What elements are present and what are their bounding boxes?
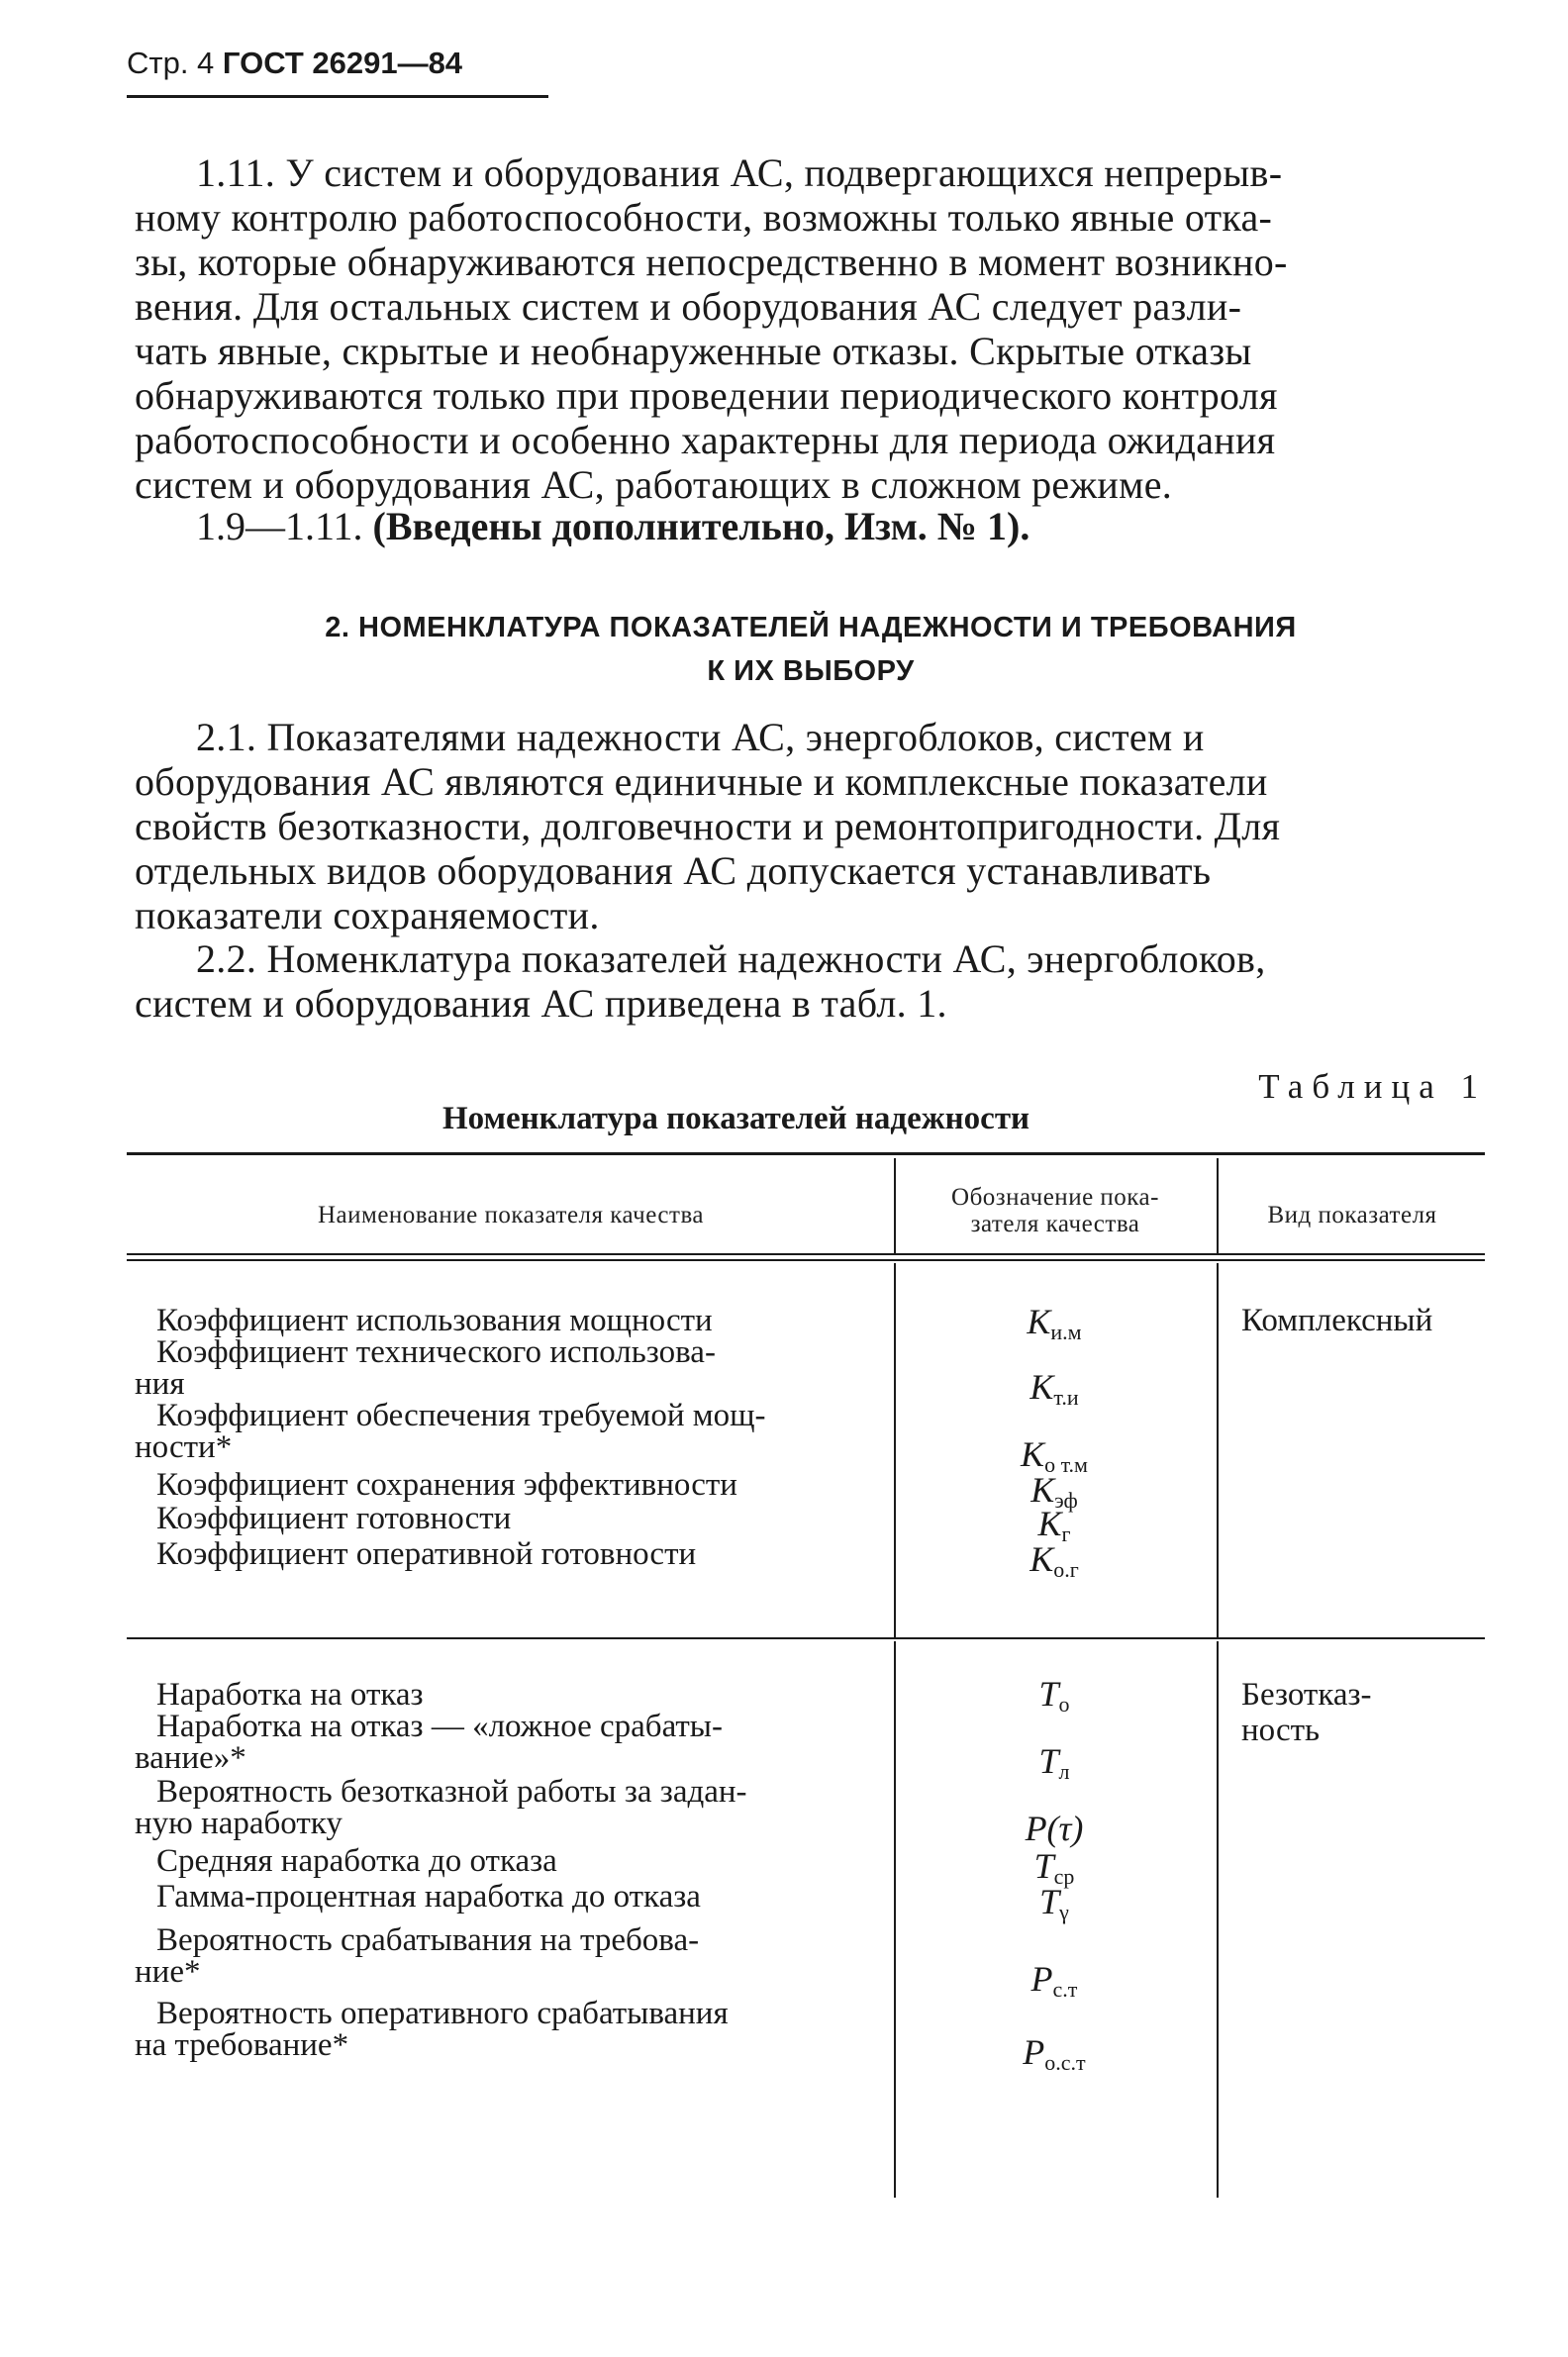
- name-line: Вероятность оперативного срабатывания: [156, 1996, 729, 2031]
- symbol-sub: т.и: [1053, 1385, 1079, 1410]
- table-row-name: [135, 1776, 861, 1839]
- text-line: оборудования АС являются единичные и комплексные показатели: [135, 759, 1268, 804]
- name-line: Коэффициент оперативной готовности: [156, 1536, 697, 1572]
- symbol-cell: [896, 1538, 1213, 1583]
- table-row-name: [135, 1881, 861, 1913]
- name-line: Средняя наработка до отказа: [156, 1843, 557, 1879]
- table-label: Таблица 1: [1258, 1067, 1487, 1106]
- name-line: ности*: [135, 1429, 233, 1465]
- note-text: (Введены дополнительно, Изм. № 1).: [372, 504, 1030, 548]
- text-line: систем и оборудования АС, работающих в сложном режиме.: [135, 462, 1173, 507]
- header-bottom-rule: [127, 1253, 1485, 1255]
- name-line: Коэффициент обеспечения требуемой мощ-: [156, 1398, 766, 1433]
- symbol-main: K: [1037, 1504, 1062, 1543]
- name-line: Гамма-процентная наработка до отказа: [156, 1879, 701, 1915]
- symbol-main: P: [1023, 2032, 1045, 2072]
- kind-cell: Комплексный: [1241, 1303, 1433, 1338]
- symbol-sub: о: [1058, 1692, 1070, 1717]
- text-line: работоспособности и особенно характерны для периода ожидания: [135, 418, 1276, 462]
- amendment-note: [196, 503, 1029, 549]
- symbol-sub: γ: [1059, 1900, 1069, 1924]
- name-line: Коэффициент технического использова-: [156, 1334, 716, 1370]
- note-range: 1.9—1.11.: [196, 504, 363, 548]
- symbol-cell: [896, 1958, 1213, 2003]
- table-row-name: [135, 1538, 861, 1570]
- name-line: Коэффициент сохранения эффективности: [156, 1467, 737, 1503]
- name-line: ние*: [135, 1954, 201, 1990]
- col-divider: [1217, 1641, 1219, 2198]
- symbol-cell: [896, 1673, 1213, 1718]
- name-line: Наработка на отказ: [156, 1677, 424, 1713]
- table-title: Номенклатура показателей надежности: [441, 1101, 1030, 1136]
- page-header: [127, 46, 462, 81]
- symbol-main: P(τ): [1025, 1809, 1084, 1848]
- column-header-symbol: [896, 1184, 1215, 1237]
- symbol-sub: эф: [1054, 1488, 1078, 1513]
- name-line: Наработка на отказ — «ложное срабаты-: [156, 1709, 723, 1744]
- kind-cell: [1241, 1677, 1372, 1748]
- group-divider-rule: [127, 1637, 1485, 1639]
- header-line: Обозначение пока-: [951, 1184, 1159, 1211]
- symbol-sub: г: [1061, 1522, 1071, 1546]
- text-line: систем и оборудования АС приведена в табл. 1.: [135, 981, 947, 1026]
- text-line: 2.2. Номенклатура показателей надежности АС, энергоблоков,: [196, 936, 1266, 981]
- table-row-name: [135, 1305, 861, 1336]
- symbol-main: P: [1030, 1959, 1053, 1999]
- symbol-main: K: [1029, 1539, 1054, 1579]
- name-line: вание»*: [135, 1740, 246, 1776]
- paragraph-1-11: [135, 150, 1487, 507]
- text-line: зы, которые обнаруживаются непосредственно в момент возникно-: [135, 240, 1288, 284]
- symbol-cell: [896, 1301, 1213, 1345]
- symbol-cell: [896, 1366, 1213, 1411]
- name-line: Коэффициент готовности: [156, 1501, 512, 1536]
- header-line: зателя качества: [970, 1211, 1140, 1237]
- name-line: ния: [135, 1366, 185, 1402]
- section-title-line: 2. НОМЕНКЛАТУРА ПОКАЗАТЕЛЕЙ НАДЕЖНОСТИ И ТРЕБОВАНИЯ: [325, 612, 1297, 643]
- kind-line: ность: [1241, 1713, 1321, 1748]
- text-line: вения. Для остальных систем и оборудования АС следует разли-: [135, 284, 1242, 329]
- table-row-name: [135, 1998, 861, 2061]
- symbol-sub: о.г: [1053, 1557, 1079, 1582]
- text-line: ному контролю работоспособности, возможны только явные отка-: [135, 195, 1273, 240]
- table-top-rule: [127, 1152, 1485, 1155]
- table-row-name: [135, 1336, 861, 1400]
- table-row-name: [135, 1924, 861, 1988]
- symbol-sub: ср: [1053, 1864, 1075, 1889]
- table-row-name: [135, 1469, 861, 1501]
- symbol-main: K: [1027, 1302, 1051, 1341]
- symbol-cell: [896, 2031, 1213, 2076]
- symbol-sub: о т.м: [1044, 1452, 1088, 1477]
- symbol-sub: о.с.т: [1044, 2050, 1086, 2075]
- section-title: [135, 606, 1487, 693]
- text-line: отдельных видов оборудования АС допускается устанавливать: [135, 848, 1212, 893]
- symbol-main: K: [1021, 1434, 1045, 1474]
- symbol-sub: л: [1058, 1759, 1070, 1784]
- standard-code: ГОСТ 26291—84: [222, 46, 463, 80]
- table-row-name: [135, 1400, 861, 1463]
- symbol-main: T: [1033, 1846, 1054, 1886]
- symbol-sub: и.м: [1050, 1320, 1082, 1344]
- text-line: 1.11. У систем и оборудования АС, подвергающихся непрерыв-: [196, 150, 1283, 195]
- symbol-main: T: [1038, 1674, 1059, 1714]
- table-row-name: [135, 1711, 861, 1774]
- table-row-name: [135, 1503, 861, 1534]
- column-header-name: Наименование показателя качества: [317, 1202, 705, 1228]
- text-line: обнаруживаются только при проведении периодического контроля: [135, 373, 1278, 418]
- symbol-main: T: [1038, 1741, 1059, 1781]
- symbol-sub: с.т: [1052, 1977, 1078, 2002]
- name-line: на требование*: [135, 2027, 349, 2063]
- symbol-main: K: [1029, 1367, 1054, 1407]
- section-title-line: К ИХ ВЫБОРУ: [707, 655, 915, 687]
- table-row-name: [135, 1679, 861, 1711]
- symbol-cell: [896, 1740, 1213, 1785]
- text-line: показатели сохраняемости.: [135, 893, 600, 937]
- symbol-cell: [896, 1881, 1213, 1925]
- name-line: Вероятность срабатывания на требова-: [156, 1922, 700, 1958]
- paragraph-2-2: [135, 936, 1487, 1026]
- text-line: 2.1. Показателями надежности АС, энергоблоков, систем и: [196, 715, 1205, 759]
- text-line: свойств безотказности, долговечности и ремонтопригодности. Для: [135, 804, 1281, 848]
- name-line: ную наработку: [135, 1806, 343, 1841]
- table-row-name: [135, 1845, 861, 1877]
- kind-line: Безотказ-: [1241, 1677, 1372, 1713]
- name-line: Коэффициент использования мощности: [156, 1303, 713, 1338]
- header-rule: [127, 95, 548, 98]
- page-number: Стр. 4: [127, 46, 215, 80]
- name-line: Вероятность безотказной работы за задан-: [156, 1774, 747, 1810]
- symbol-main: T: [1039, 1882, 1060, 1921]
- column-header-kind: Вид показателя: [1267, 1202, 1437, 1228]
- header-bottom-rule-double: [127, 1259, 1485, 1261]
- paragraph-2-1: [135, 715, 1487, 937]
- symbol-main: K: [1030, 1470, 1055, 1510]
- col-divider: [1217, 1263, 1219, 1637]
- text-line: чать явные, скрытые и необнаруженные отказы. Скрытые отказы: [135, 329, 1252, 373]
